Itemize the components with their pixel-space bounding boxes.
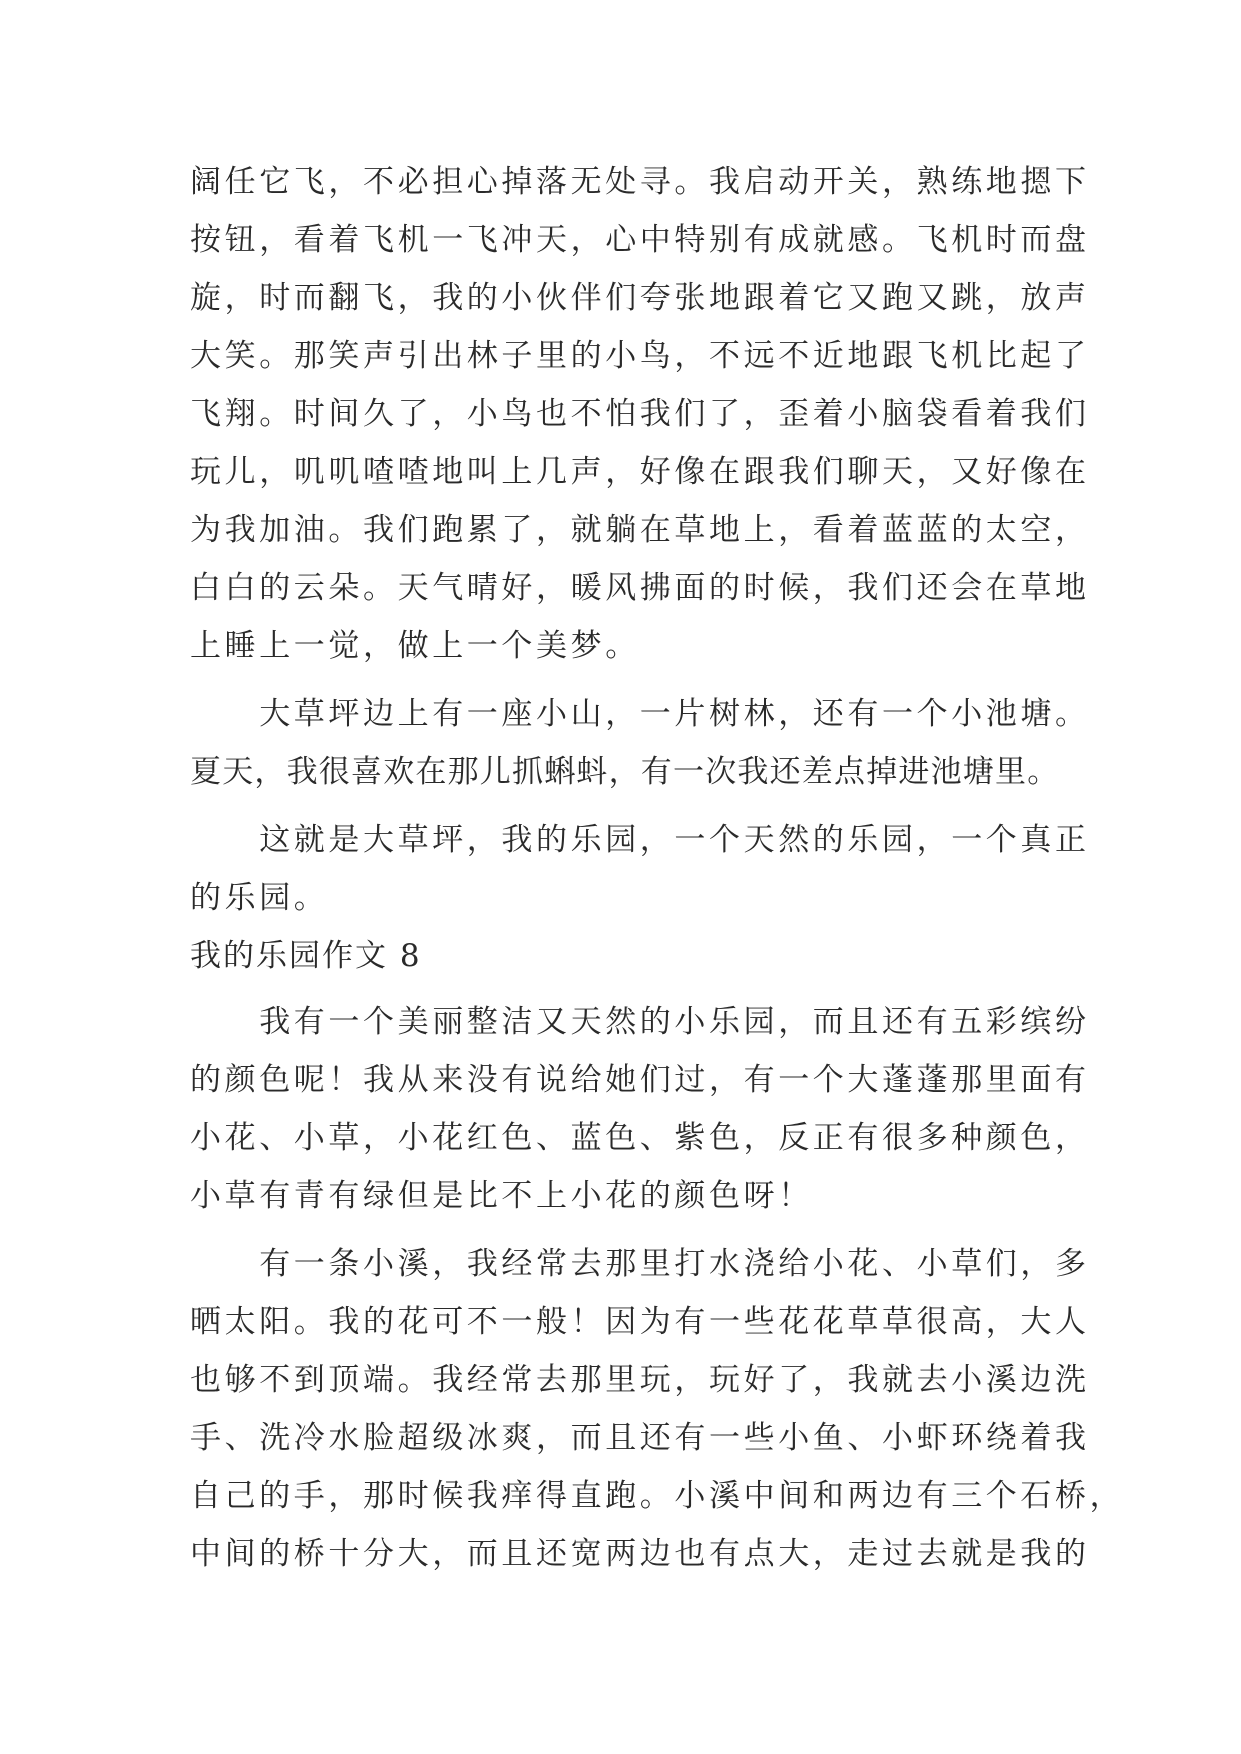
text-line: 大笑。那笑声引出林子里的小鸟，不远不近地跟飞机比起了 — [190, 338, 1090, 374]
text-line: 小花、小草，小花红色、蓝色、紫色，反正有很多种颜色， — [190, 1120, 1090, 1156]
text-line: 白白的云朵。天气晴好，暖风拂面的时候，我们还会在草地 — [190, 570, 1090, 606]
text-line: 这就是大草坪，我的乐园，一个天然的乐园，一个真正 — [190, 822, 1090, 858]
text-line: 大草坪边上有一座小山，一片树林，还有一个小池塘。 — [190, 696, 1090, 732]
text-line: 我有一个美丽整洁又天然的小乐园，而且还有五彩缤纷 — [190, 1004, 1090, 1040]
text-line: 自己的手，那时候我痒得直跑。小溪中间和两边有三个石桥， — [190, 1478, 1125, 1514]
text-line: 的乐园。 — [190, 880, 329, 916]
text-line: 有一条小溪，我经常去那里打水浇给小花、小草们，多 — [190, 1246, 1090, 1282]
text-line: 手、洗冷水脸超级冰爽，而且还有一些小鱼、小虾环绕着我 — [190, 1420, 1090, 1456]
text-line: 上睡上一觉，做上一个美梦。 — [190, 628, 640, 664]
text-line: 玩儿，叽叽喳喳地叫上几声，好像在跟我们聊天，又好像在 — [190, 454, 1090, 490]
text-line: 中间的桥十分大，而且还宽两边也有点大，走过去就是我的 — [190, 1536, 1090, 1572]
text-line: 旋，时而翻飞，我的小伙伴们夸张地跟着它又跑又跳，放声 — [190, 280, 1090, 316]
section-heading: 我的乐园作文 8 — [190, 938, 422, 974]
text-line: 夏天，我很喜欢在那儿抓蝌蚪，有一次我还差点掉进池塘里。 — [190, 754, 1060, 790]
text-line: 阔任它飞，不必担心掉落无处寻。我启动开关，熟练地摁下 — [190, 164, 1090, 200]
text-line: 为我加油。我们跑累了，就躺在草地上，看着蓝蓝的太空， — [190, 512, 1090, 548]
text-line: 的颜色呢！我从来没有说给她们过，有一个大蓬蓬那里面有 — [190, 1062, 1090, 1098]
text-line: 晒太阳。我的花可不一般！因为有一些花花草草很高，大人 — [190, 1304, 1090, 1340]
text-line: 按钮，看着飞机一飞冲天，心中特别有成就感。飞机时而盘 — [190, 222, 1090, 258]
text-line: 也够不到顶端。我经常去那里玩，玩好了，我就去小溪边洗 — [190, 1362, 1090, 1398]
text-line: 小草有青有绿但是比不上小花的颜色呀！ — [190, 1178, 813, 1214]
text-line: 飞翔。时间久了，小鸟也不怕我们了，歪着小脑袋看着我们 — [190, 396, 1090, 432]
